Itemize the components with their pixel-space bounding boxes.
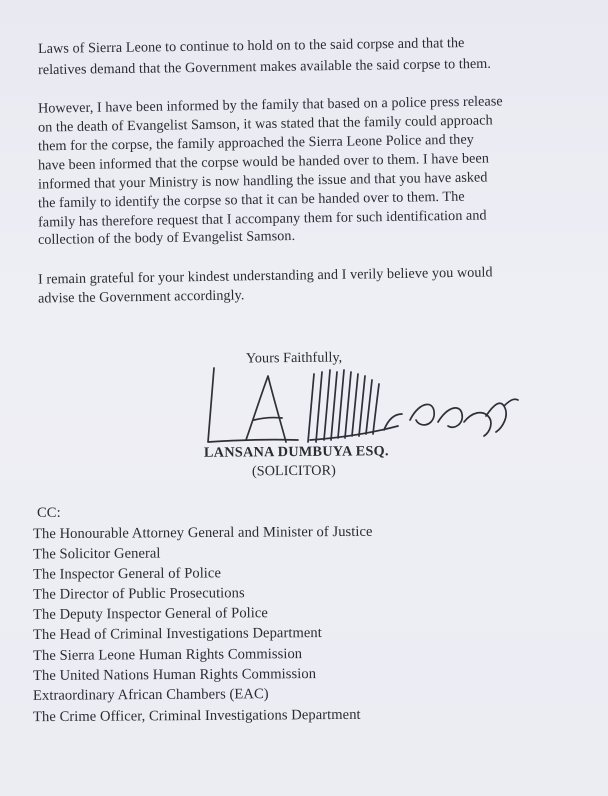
cc-recipient: The Sierra Leone Human Rights Commission bbox=[32, 646, 303, 664]
cc-recipient: The Head of Criminal Investigations Department bbox=[32, 624, 322, 644]
cc-label: CC: bbox=[37, 505, 61, 521]
paragraph-2-line: collection of the body of Evangelist Samson. bbox=[37, 227, 296, 249]
paragraph-2-line: informed that your Ministry is now handling the issue and that you have asked bbox=[37, 169, 488, 193]
closing-salutation: Yours Faithfully, bbox=[245, 349, 343, 367]
paragraph-3-line: I remain grateful for your kindest understanding and I verily believe you would bbox=[37, 264, 493, 288]
cc-recipient: The Crime Officer, Criminal Investigations Department bbox=[32, 706, 361, 726]
paragraph-2-line: on the death of Evangelist Samson, it was stated that the family could approach bbox=[37, 112, 493, 136]
paragraph-2-line: family has therefore request that I accompany them for such identification and bbox=[37, 207, 487, 231]
cc-recipient: The United Nations Human Rights Commission bbox=[32, 666, 317, 684]
cc-recipient: The Inspector General of Police bbox=[32, 565, 222, 583]
paragraph-2-line: them for the corpse, the family approached the Sierra Leone Police and they bbox=[37, 131, 475, 155]
paragraph-1-line: Laws of Sierra Leone to continue to hold on to the said corpse and that the bbox=[37, 35, 465, 57]
cc-recipient: The Honourable Attorney General and Minister of Justice bbox=[32, 523, 373, 543]
signatory-title: (SOLICITOR) bbox=[251, 462, 336, 480]
signatory-name: LANSANA DUMBUYA ESQ. bbox=[203, 443, 389, 461]
paragraph-3-line: advise the Government accordingly. bbox=[37, 287, 245, 307]
paragraph-1-line: relatives demand that the Government makes available the said corpse to them. bbox=[37, 55, 492, 79]
paragraph-2-line: have been informed that the corpse would be handed over to them. I have been bbox=[37, 150, 490, 174]
cc-recipient: The Solicitor General bbox=[32, 545, 161, 563]
cc-recipient: The Deputy Inspector General of Police bbox=[32, 605, 268, 623]
cc-recipient: The Director of Public Prosecutions bbox=[32, 585, 245, 603]
handwritten-signature bbox=[198, 360, 538, 455]
paragraph-2-line: However, I have been informed by the family that based on a police press release bbox=[37, 93, 503, 117]
paragraph-2-line: the family to identify the corpse so that it can be handed over to them. The bbox=[37, 188, 465, 212]
cc-recipient: Extraordinary African Chambers (EAC) bbox=[32, 686, 269, 704]
